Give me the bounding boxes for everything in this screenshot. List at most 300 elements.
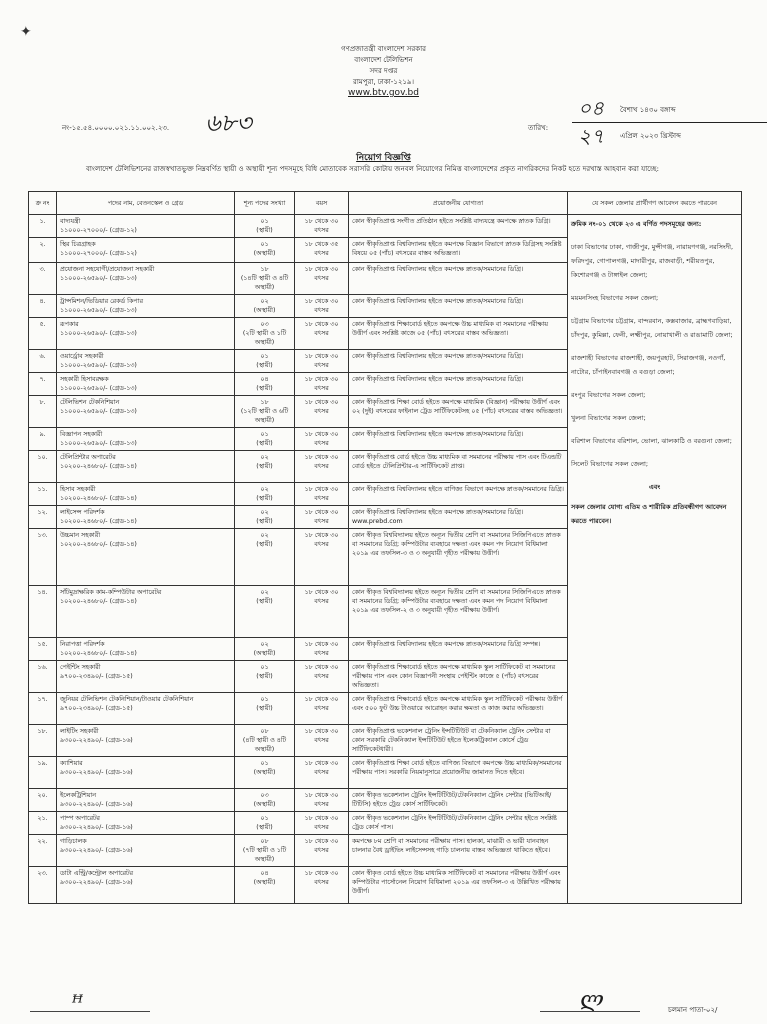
vacancy-count: ০৪ — [260, 376, 269, 383]
pay-scale: ১১০০০-২৭০০০/- (গ্রেড-১২) — [60, 250, 137, 257]
serial-cell — [29, 529, 57, 586]
pay-scale: ৯৩০০-২২৪৯০/- (গ্রেড-১৬) — [60, 769, 133, 776]
vacancy-cell — [235, 867, 295, 904]
qualification-text: কোন স্বীকৃতিপ্রাপ্ত বিশ্ববিদ্যালয় হইতে কমপক্ষে স্নাতক/সমমানের ডিগ্রি। — [352, 353, 524, 360]
post-title: টেলিভিশন টেকনিশিয়ান — [60, 399, 120, 406]
vacancy-count: ১৮ — [260, 399, 269, 406]
district-entry: রংপুর বিভাগের সকল জেলা; — [571, 391, 646, 399]
serial-number: ৪. — [39, 298, 46, 305]
post-cell — [57, 215, 235, 238]
vacancy-count: ০১ — [260, 760, 269, 767]
vacancy-count: ০২ — [260, 589, 269, 596]
vacancy-type: (অস্থায়ী) — [253, 879, 276, 886]
col-header-post: পদের নাম, বেতনস্কেল ও গ্রেড — [57, 192, 235, 215]
date-day-bangla: ০৪ — [578, 96, 604, 120]
pay-scale: ৯৩০০-২২৪৯০/- (গ্রেড-১৬) — [60, 847, 133, 854]
vacancy-type: (১৪টি স্থায়ী ও ৪টি অস্থায়ী) — [240, 275, 289, 291]
serial-cell — [29, 396, 57, 428]
pay-scale: ১০২০০-২৪৬৮০/- (গ্রেড-১৪) — [60, 598, 137, 605]
qualification-cell — [349, 428, 568, 451]
age-range: ১৮ থেকে ৩০ বৎসর — [304, 376, 339, 392]
col-header-qualification: প্রয়োজনীয় যোগ্যতা — [349, 192, 568, 215]
qualification-text: কোন স্বীকৃতিপ্রাপ্ত বিশ্ববিদ্যালয় হইতে কমপক্ষে স্নাতক/সমমানের ডিগ্রি। — [352, 376, 524, 383]
intro-paragraph: বাংলাদেশ টেলিভিশনের রাজস্বখাতভুক্ত নিম্নবর্ণিত স্থায়ী ও অস্থায়ী শূন্য পদসমূহে বিধি মোতাবেক সরাসরি কোটায় জনবল নিয়োগের নিমিত্ত বাংলাদেশের প্রকৃত নাগরিকদের নিকট হতে দরখাস্ত আহবান করা যাচ্ছে: — [86, 165, 659, 173]
vacancy-count: ০২ — [260, 509, 269, 516]
age-range: ১৮ থেকে ৩০ বৎসর — [304, 641, 339, 657]
header-line: সদর দপ্তর — [369, 67, 398, 75]
post-cell — [57, 318, 235, 350]
qualification-text: কমপক্ষে ৮ম শ্রেণি বা সমমানের পরীক্ষায় পাস। হালকা, মাঝারী ও ভারী যানবাহন চালনার বৈধ ড্রাইভিং লাইসেন্সসহ গাড়ি চালনায় বাস্তব অভিজ্ঞতা থাকিতে হইবে। — [352, 838, 550, 854]
qualification-cell — [349, 586, 568, 638]
qualification-cell — [349, 693, 568, 725]
vacancy-cell — [235, 812, 295, 835]
vacancy-table — [28, 191, 742, 904]
serial-number: ৯. — [39, 431, 46, 438]
vacancy-count: ০১ — [260, 664, 269, 671]
vacancy-type: (স্থায়ী) — [256, 518, 273, 525]
post-cell — [57, 757, 235, 789]
pay-scale: ৯৩০০-২২৪৯০/- (গ্রেড-১৬) — [60, 824, 133, 831]
age-cell — [295, 373, 349, 396]
post-title: উচ্চমান সহকারী — [60, 532, 101, 539]
post-title: বাদ্যযন্ত্রী — [60, 218, 81, 225]
post-title: ক্যাশিয়ার — [60, 760, 83, 767]
age-cell — [295, 263, 349, 295]
age-cell — [295, 451, 349, 483]
vacancy-cell — [235, 529, 295, 586]
vacancy-type: (স্থায়ী) — [256, 673, 273, 680]
age-cell — [295, 757, 349, 789]
serial-cell — [29, 263, 57, 295]
post-cell — [57, 483, 235, 506]
qualification-cell — [349, 835, 568, 867]
serial-number: ২২. — [37, 838, 48, 845]
qualification-text: কোন স্বীকৃতিপ্রাপ্ত বিশ্ববিদ্যালয় হইতে কমপক্ষে স্নাতক/সমমানের ডিগ্রি। — [352, 431, 524, 438]
age-cell — [295, 396, 349, 428]
qualification-cell — [349, 661, 568, 693]
pay-scale: ১১০০০-২৬৫৯০/- (গ্রেড-১৩) — [60, 307, 137, 314]
eligible-districts-cell — [568, 215, 742, 904]
memo-handwritten-number: ৬৮৩ — [205, 109, 252, 137]
table-header-row — [29, 192, 742, 215]
serial-number: ১৯. — [37, 760, 48, 767]
serial-cell — [29, 757, 57, 789]
age-cell — [295, 529, 349, 586]
vacancy-count: ০১ — [260, 815, 269, 822]
post-title: ট্রান্সমিশন/ভিডিয়ার রেকর্ড কিপার — [60, 298, 143, 305]
age-cell — [295, 586, 349, 638]
vacancy-count: ০৮ — [260, 838, 269, 845]
qualification-cell — [349, 215, 568, 238]
vacancy-count: ০২ — [260, 532, 269, 539]
age-range: ১৮ থেকে ৩০ বৎসর — [304, 532, 339, 548]
district-entry: খুলনা বিভাগের সকল জেলা; — [571, 414, 646, 422]
letterhead — [0, 44, 767, 99]
post-cell — [57, 638, 235, 661]
vacancy-type: (স্থায়ী) — [256, 705, 273, 712]
signature-line-right — [540, 1011, 640, 1012]
qualification-text: কোন স্বীকৃতিপ্রাপ্ত শিক্ষা বোর্ড হইতে কমপক্ষে মাধ্যমিক (বিজ্ঞান) পরীক্ষায় উত্তীর্ণ এবং ০২ (দুই) বৎসরের ফাইনাল ট্রেড সার্টিফিকেটসহ ০৫ (পাঁচ) বৎসরের বাস্তব অভিজ্ঞতা। — [352, 399, 563, 415]
vacancy-count: ০২ — [260, 298, 269, 305]
qualification-cell — [349, 789, 568, 812]
memo-number: নং-১৫.৫৪.০০০০.০২১.১১.০০২.২৩. — [62, 124, 170, 132]
serial-cell — [29, 638, 57, 661]
serial-number: ৭. — [39, 376, 46, 383]
age-range: ১৮ থেকে ৩০ বৎসর — [304, 218, 339, 234]
serial-cell — [29, 295, 57, 318]
vacancy-cell — [235, 586, 295, 638]
age-cell — [295, 318, 349, 350]
post-title: সহকারী হিসাবরক্ষক — [60, 376, 109, 383]
serial-number: ২. — [39, 241, 46, 248]
vacancy-cell — [235, 451, 295, 483]
age-range: ১৮ থেকে ৩০ বৎসর — [304, 399, 339, 415]
qualification-text: কোন স্বীকৃতিপ্রাপ্ত বিশ্ববিদ্যালয় হইতে বাণিজ্য বিভাগে কমপক্ষে স্নাতক/সমমানের ডিগ্রি। — [352, 486, 564, 493]
serial-cell — [29, 867, 57, 904]
serial-number: ১৩. — [37, 532, 48, 539]
age-range: ১৮ থেকে ৩০ বৎসর — [304, 664, 339, 680]
post-title: জুনিয়র টেলিভিশন টেকনিশিয়ান/টাওয়ার টেকনিশিয়ান — [60, 696, 194, 703]
serial-cell — [29, 661, 57, 693]
date-bangla-month: বৈশাখ ১৪৩০ বঙ্গাব্দ — [620, 106, 676, 114]
age-cell — [295, 428, 349, 451]
post-title: লাইটিং সহকারী — [60, 728, 99, 735]
vacancy-cell — [235, 661, 295, 693]
col-header-districts: যে সকল জেলার প্রার্থীগণ আবেদন করতে পারবেন — [568, 192, 742, 215]
qualification-text: কোন স্বীকৃত ভকেশনাল ট্রেনিং ইন্সটিটিউট/টেকনিক্যাল ট্রেনিং সেন্টার (ভিটিআই/টিটিসি) হইতে ট্রেড কোর্স সার্টিফিকেট। — [352, 792, 552, 808]
vacancy-count: ০১ — [260, 218, 269, 225]
vacancy-count: ০৪ — [260, 870, 269, 877]
vacancy-count: ০২ — [260, 454, 269, 461]
age-cell — [295, 867, 349, 904]
post-title: টেলিপ্রিন্টার অপারেটর — [60, 454, 116, 461]
post-cell — [57, 396, 235, 428]
qualification-text: কোন স্বীকৃতিপ্রাপ্ত ভকেশনাল ট্রেনিং ইন্সটিটিউট বা টেকনিক্যাল ট্রেনিং সেন্টার বা কোন সরকারি টেকনিক্যাল ইন্সটিটিউট হইতে ইলেকট্রিক্যাল কোর্সে ট্রেড সার্টিফিকেটধারী। — [352, 728, 551, 753]
age-cell — [295, 238, 349, 263]
date-divider — [572, 122, 767, 123]
vacancy-type: (অস্থায়ী) — [253, 650, 276, 657]
post-title: ওয়ার্ড্রোব সহকারী — [60, 353, 104, 360]
col-header-age: বয়স — [295, 192, 349, 215]
post-cell — [57, 295, 235, 318]
post-cell — [57, 350, 235, 373]
vacancy-count: ০১ — [260, 696, 269, 703]
district-entry: বরিশাল বিভাগের বরিশাল, ভোলা, ঝালকাঠি ও বরগুনা জেলা; — [571, 437, 732, 445]
pay-scale: ১১০০০-২৬৫৯০/- (গ্রেড-১৩) — [60, 275, 137, 282]
post-cell — [57, 693, 235, 725]
qualification-cell — [349, 725, 568, 757]
vacancy-type: (স্থায়ী) — [256, 824, 273, 831]
serial-number: ১৬. — [37, 664, 48, 671]
pay-scale: ১০২০০-২৪৬৮০/- (গ্রেড-১৪) — [60, 495, 137, 502]
serial-number: ২৩. — [37, 870, 48, 877]
qualification-text: কোন স্বীকৃতিপ্রাপ্ত বিশ্ববিদ্যালয় হইতে কমপক্ষে স্নাতক/সমমানের ডিগ্রি। — [352, 298, 524, 305]
qualification-text: কোন স্বীকৃতিপ্রাপ্ত শিক্ষা বোর্ড হইতে বাণিজ্য বিভাগে কমপক্ষে উচ্চ মাধ্যমিক/সমমানের পরীক্ষায় পাস। সরকারি নিয়মানুসারে প্রয়োজনীয় জামানত দিতে হইবে। — [352, 760, 562, 776]
pay-scale: ১১০০০-২৭০০০/- (গ্রেড-১২) — [60, 227, 137, 234]
qualification-cell — [349, 238, 568, 263]
qualification-cell — [349, 373, 568, 396]
vacancy-cell — [235, 373, 295, 396]
vacancy-cell — [235, 725, 295, 757]
qualification-cell — [349, 451, 568, 483]
age-range: ১৮ থেকে ৩০ বৎসর — [304, 298, 339, 314]
vacancy-type: (স্থায়ী) — [256, 385, 273, 392]
vacancy-cell — [235, 693, 295, 725]
vacancy-count: ০১ — [260, 241, 269, 248]
age-range: ১৮ থেকে ৩০ বৎসর — [304, 815, 339, 831]
post-cell — [57, 451, 235, 483]
pay-scale: ১০২০০-২৪৬৮০/- (গ্রেড-১৪) — [60, 463, 137, 470]
age-range: ১৮ থেকে ৩০ বৎসর — [304, 589, 339, 605]
post-title: নিরাপত্তা পরিদর্শক — [60, 641, 105, 648]
age-cell — [295, 215, 349, 238]
post-cell — [57, 428, 235, 451]
vacancy-cell — [235, 483, 295, 506]
vacancy-cell — [235, 506, 295, 529]
serial-number: ১১. — [37, 486, 48, 493]
post-cell — [57, 789, 235, 812]
serial-cell — [29, 428, 57, 451]
and-label: এবং — [648, 483, 661, 491]
serial-cell — [29, 693, 57, 725]
qualification-text: কোন স্বীকৃত বিশ্ববিদ্যালয় হইতে অন্যূন দ্বিতীয় শ্রেণি বা সমমানের সিজিপিএতে স্নাতক বা সমমানের ডিগ্রি; কম্পিউটার ব্যবহারে দক্ষতা এবং কমন পদ নিয়োগ বিধিমালা ২০১৯ এর তফসিল-২ ও ৩ অনুযায়ী গৃহীত পরীক্ষায় উত্তীর্ণ। — [352, 589, 561, 614]
serial-number: ১৭. — [37, 696, 48, 703]
pay-scale: ১০২০০-২৪৬৮০/- (গ্রেড-১৪) — [60, 541, 137, 548]
age-cell — [295, 638, 349, 661]
age-range: ১৮ থেকে ৩০ বৎসর — [304, 431, 339, 447]
age-range: ১৮ থেকে ৩০ বৎসর — [304, 509, 339, 525]
serial-number: ২০. — [37, 792, 48, 799]
vacancy-type: (স্থায়ী) — [256, 463, 273, 470]
vacancy-cell — [235, 789, 295, 812]
post-title: রূপকার — [60, 321, 79, 328]
qualification-cell — [349, 263, 568, 295]
vacancy-type: (অস্থায়ী) — [253, 801, 276, 808]
qualification-cell — [349, 757, 568, 789]
district-entry: ময়মনসিংহ বিভাগের সকল জেলা; — [571, 294, 659, 302]
qualification-cell — [349, 867, 568, 904]
qualification-text: কোন স্বীকৃতিপ্রাপ্ত বিশ্ববিদ্যালয় হইতে কমপক্ষে স্নাতক/সমমানের ডিগ্রি সম্পন্ন। — [352, 641, 541, 648]
pay-scale: ৯৩০০-২২৪৯০/- (গ্রেড-১৬) — [60, 737, 133, 744]
signature-right: ლ — [580, 988, 604, 1013]
serial-cell — [29, 215, 57, 238]
post-title: ডাটা এন্ট্রি/কন্ট্রোল অপারেটর — [60, 870, 133, 877]
serial-cell — [29, 373, 57, 396]
notice-title: নিয়োগ বিজ্ঞপ্তি — [356, 153, 411, 163]
qualification-text: কোন স্বীকৃতিপ্রাপ্ত বিশ্ববিদ্যালয় হইতে কমপক্ষে বিজ্ঞান বিভাগে স্নাতক ডিগ্রিসহ সংশ্লিষ্ট বিষয়ে ০৫ (পাঁচ) বৎসরের বাস্তব অভিজ্ঞতা। — [352, 241, 562, 257]
post-cell — [57, 586, 235, 638]
vacancy-type: (স্থায়ী) — [256, 495, 273, 502]
pay-scale: ৯৩০০-২২৪৯০/- (গ্রেড-১৬) — [60, 879, 133, 886]
vacancy-cell — [235, 318, 295, 350]
age-range: ১৮ থেকে ৩৫ বৎসর — [304, 241, 339, 257]
qualification-cell — [349, 318, 568, 350]
post-title: লাইসেন্স পরিদর্শক — [60, 509, 105, 516]
age-cell — [295, 350, 349, 373]
age-cell — [295, 835, 349, 867]
age-cell — [295, 812, 349, 835]
pay-scale: ১১০০০-২৬৫৯০/- (গ্রেড-১৩) — [60, 385, 137, 392]
qualification-text: কোন স্বীকৃত বোর্ড হইতে উচ্চ মাধ্যমিক সার্টিফিকেট বা সমমানের পরীক্ষায় উত্তীর্ণ এবং কম্পিউটার পার্সোনেল নিয়োগ বিধিমালা ২০১৯ এর তফসিল-৩ এ উল্লিখিত পরীক্ষায় উত্তীর্ণ। — [352, 870, 561, 895]
age-cell — [295, 483, 349, 506]
serial-number: ১৫. — [37, 641, 48, 648]
vacancy-type: (৪টি স্থায়ী ও ৪টি অস্থায়ী) — [242, 737, 287, 753]
vacancy-count: ০৩ — [260, 321, 269, 328]
serial-number: ১৮. — [37, 728, 48, 735]
vacancy-type: (স্থায়ী) — [256, 541, 273, 548]
qualification-cell — [349, 506, 568, 529]
age-range: ১৮ থেকে ৩০ বৎসর — [304, 696, 339, 712]
scan-speck: ✦ — [20, 24, 32, 40]
serial-number: ১০. — [37, 454, 48, 461]
vacancy-cell — [235, 238, 295, 263]
serial-cell — [29, 483, 57, 506]
vacancy-count: ০১ — [260, 431, 269, 438]
header-line: রামপুরা, ঢাকা-১২১৯। — [353, 78, 414, 86]
vacancy-type: (স্থায়ী) — [256, 598, 273, 605]
pay-scale: ৯৭০০-২৩৪৯০/- (গ্রেড-১৫) — [60, 705, 133, 712]
post-cell — [57, 725, 235, 757]
qualification-text: কোন স্বীকৃত ভকেশনাল ট্রেনিং ইন্সটিটিউট/টেকনিক্যাল ট্রেনিং সেন্টার হইতে সংশ্লিষ্ট ট্রেড কোর্স পাস। — [352, 815, 557, 831]
post-title: বিজ্ঞাপন সহকারী — [60, 431, 103, 438]
vacancy-count: ০৮ — [260, 728, 269, 735]
special-eligibility: সকল জেলার যোগ্য এতিম ও শারীরিক প্রতিবন্ধীগণ আবেদন করতে পারবেন। — [571, 503, 727, 525]
qualification-text: কোন স্বীকৃতিপ্রাপ্ত বিশ্ববিদ্যালয় হইতে কমপক্ষে স্নাতক/সমমানের ডিগ্রি। www.prebd.com — [352, 509, 524, 525]
post-title: প্রযোজনা সহযোগী/প্রযোজনা সহকারী — [60, 266, 155, 273]
district-entry: ঢাকা বিভাগের ঢাকা, গাজীপুর, মুন্সীগঞ্জ, নারায়ণগঞ্জ, নরসিংদী, ফরিদপুর, গোপালগঞ্জ, মাদারীপুর, রাজবাড়ী, শরীয়তপুর, কিশোরগঞ্জ ও টাঙ্গাইল জেলা; — [571, 243, 734, 279]
vacancy-cell — [235, 350, 295, 373]
qualification-text: কোন স্বীকৃতিপ্রাপ্ত সংগীত প্রতিষ্ঠান হইতে সংশ্লিষ্ট বাদ্যযন্ত্রে কমপক্ষে স্নাতক ডিগ্রি। — [352, 218, 551, 225]
age-range: ১৮ থেকে ৩০ বৎসর — [304, 792, 339, 808]
vacancy-type: (২টি স্থায়ী ও ১টি অস্থায়ী) — [242, 330, 287, 346]
header-line: বাংলাদেশ টেলিভিশন — [354, 56, 413, 64]
header-line: গণপ্রজাতন্ত্রী বাংলাদেশ সরকার — [341, 45, 426, 53]
serial-cell — [29, 350, 57, 373]
qualification-text: কোন স্বীকৃতিপ্রাপ্ত শিক্ষাবোর্ড হইতে কমপক্ষে মাধ্যমিক স্কুল সার্টিফিকেট পরীক্ষায় উত্তীর্ণ এবং ৫০০ ফুট উচ্চ টাওয়ারে আরোহন করার ক্ষমতা ও কাজ করার অভিজ্ঞতা। — [352, 696, 563, 712]
website-link[interactable]: www.btv.gov.bd — [348, 88, 419, 98]
post-cell — [57, 835, 235, 867]
vacancy-count: ০১ — [260, 353, 269, 360]
district-entry: সিলেট বিভাগের সকল জেলা; — [571, 460, 649, 468]
age-range: ১৮ থেকে ৩০ বৎসর — [304, 321, 339, 337]
qualification-text: কোন স্বীকৃতিপ্রাপ্ত বিশ্ববিদ্যালয় হইতে কমপক্ষে স্নাতক/সমমানের ডিগ্রি। — [352, 266, 524, 273]
age-cell — [295, 693, 349, 725]
vacancy-cell — [235, 835, 295, 867]
signature-line-left — [30, 1011, 150, 1012]
pay-scale: ১১০০০-২৬৫৯০/- (গ্রেড-১৩) — [60, 330, 137, 337]
age-range: ১৮ থেকে ৩০ বৎসর — [304, 454, 339, 470]
vacancy-type: (অস্থায়ী) — [253, 307, 276, 314]
age-cell — [295, 725, 349, 757]
pay-scale: ১১০০০-২৬৫৯০/- (গ্রেড-১৩) — [60, 362, 137, 369]
serial-cell — [29, 812, 57, 835]
qualification-text: কোন স্বীকৃত বিশ্ববিদ্যালয় হইতে অন্যূন দ্বিতীয় শ্রেণি বা সমমানের সিজিপিএতে স্নাতক বা সমমানের ডিগ্রি; কম্পিউটার ব্যবহারে দক্ষতা এবং কমন পদ নিয়োগ বিধিমালা ২০১৯ এর তফসিল-৩ ও ৩ অনুযায়ী গৃহীত পরীক্ষায় উত্তীর্ণ। — [352, 532, 561, 557]
vacancy-cell — [235, 263, 295, 295]
age-range: ১৮ থেকে ৩০ বৎসর — [304, 760, 339, 776]
pay-scale: ১১০০০-২৬৫৯০/- (গ্রেড-১৩) — [60, 408, 137, 415]
vacancy-cell — [235, 295, 295, 318]
age-range: ১৮ থেকে ৩০ বৎসর — [304, 728, 339, 744]
vacancy-type: (স্থায়ী) — [256, 440, 273, 447]
district-entry: রাজশাহী বিভাগের রাজশাহী, জয়পুরহাট, সিরাজগঞ্জ, নওগাঁ, নাটোর, চাঁপাইনবাবগঞ্জ ও বগুড়া জেলা; — [571, 354, 726, 376]
qualification-cell — [349, 529, 568, 586]
post-title: গাড়িচালক — [60, 838, 87, 845]
vacancy-cell — [235, 428, 295, 451]
post-cell — [57, 263, 235, 295]
qualification-cell — [349, 350, 568, 373]
date-english-month: এপ্রিল ২০২৩ খ্রিস্টাব্দ — [620, 132, 681, 140]
serial-number: ১২. — [37, 509, 48, 516]
post-cell — [57, 812, 235, 835]
table-body — [29, 215, 742, 904]
vacancy-count: ০৩ — [260, 792, 269, 799]
serial-cell — [29, 451, 57, 483]
qualification-text: কোন স্বীকৃতিপ্রাপ্ত শিক্ষাবোর্ড হইতে কমপক্ষে মাধ্যমিক স্কুল সার্টিফিকেট বা সমমানের পরীক্ষায় পাস এবং কোন বিজ্ঞাপনী সংস্থায় পেইন্টিং কাজে ৫ (পাঁচ) বৎসরের অভিজ্ঞতা। — [352, 664, 556, 689]
serial-cell — [29, 835, 57, 867]
serial-number: ৬. — [39, 353, 46, 360]
serial-cell — [29, 238, 57, 263]
pay-scale: ৯৩০০-২২৪৯০/- (গ্রেড-১৬) — [60, 801, 133, 808]
post-cell — [57, 238, 235, 263]
serial-number: ৫. — [39, 321, 46, 328]
serial-number: ১৪. — [37, 589, 48, 596]
qualification-cell — [349, 396, 568, 428]
table-row — [29, 215, 742, 238]
age-range: ১৮ থেকে ৩০ বৎসর — [304, 838, 339, 854]
pay-scale: ১০২০০-২৪৬৮০/- (গ্রেড-১৪) — [60, 518, 137, 525]
vacancy-type: (অস্থায়ী) — [253, 769, 276, 776]
vacancy-count: ১৮ — [260, 266, 269, 273]
qualification-text: কোন স্বীকৃতিপ্রাপ্ত শিক্ষাবোর্ড হইতে কমপক্ষে উচ্চ মাধ্যমিক বা সমমানের পরীক্ষায় উত্তীর্ণ এবং সংশ্লিষ্ট কাজে ০৫ (পাঁচ) বৎসরের বাস্তব অভিজ্ঞতা। — [352, 321, 548, 337]
age-range: ১৮ থেকে ৩০ বৎসর — [304, 870, 339, 886]
post-cell — [57, 867, 235, 904]
post-cell — [57, 529, 235, 586]
post-cell — [57, 506, 235, 529]
district-entry: ক্রমিক নং-০১ থেকে ২৩ এ বর্ণিত পদসমূহের জন্য: — [571, 220, 702, 228]
vacancy-type: (৭টি স্থায়ী ও ১টি অস্থায়ী) — [242, 847, 287, 863]
post-title: পাম্প অপারেটর — [60, 815, 100, 822]
date-day-english: ২৭ — [578, 124, 605, 148]
vacancy-count: ০২ — [260, 486, 269, 493]
post-title: পেইন্টিং সহকারী — [60, 664, 101, 671]
signature-left: ꟸ — [72, 990, 83, 1014]
age-cell — [295, 506, 349, 529]
vacancy-type: (স্থায়ী) — [256, 362, 273, 369]
pay-scale: ৯৭০০-২৩৪৯০/- (গ্রেড-১৫) — [60, 673, 133, 680]
post-title: সাঁটমুদ্রাক্ষরিক কাম-কম্পিউটার অপারেটর — [60, 589, 162, 596]
vacancy-count: ০২ — [260, 641, 269, 648]
post-cell — [57, 373, 235, 396]
col-header-serial: ক্র নং — [29, 192, 57, 215]
qualification-cell — [349, 295, 568, 318]
col-header-vacancies: শূন্য পদের সংখ্যা — [235, 192, 295, 215]
vacancy-type: (১২টি স্থায়ী ও ৬টি অস্থায়ী) — [240, 408, 289, 424]
vacancy-cell — [235, 396, 295, 428]
qualification-cell — [349, 638, 568, 661]
serial-cell — [29, 586, 57, 638]
vacancy-cell — [235, 638, 295, 661]
serial-cell — [29, 789, 57, 812]
age-range: ১৮ থেকে ৩০ বৎসর — [304, 486, 339, 502]
age-cell — [295, 295, 349, 318]
vacancy-cell — [235, 757, 295, 789]
qualification-cell — [349, 483, 568, 506]
serial-cell — [29, 725, 57, 757]
district-entry: চট্টগ্রাম বিভাগের চট্টগ্রাম, বান্দরবান, কক্সবাজার, ব্রাহ্মণবাড়িয়া, চাঁদপুর, কুমিল্লা, ফেনী, লক্ষ্মীপুর, নোয়াখালী ও রাঙামাটি জেলা; — [571, 317, 733, 339]
qualification-cell — [349, 812, 568, 835]
age-cell — [295, 789, 349, 812]
post-title: স্থির চিত্রগ্রাহক — [60, 241, 96, 248]
